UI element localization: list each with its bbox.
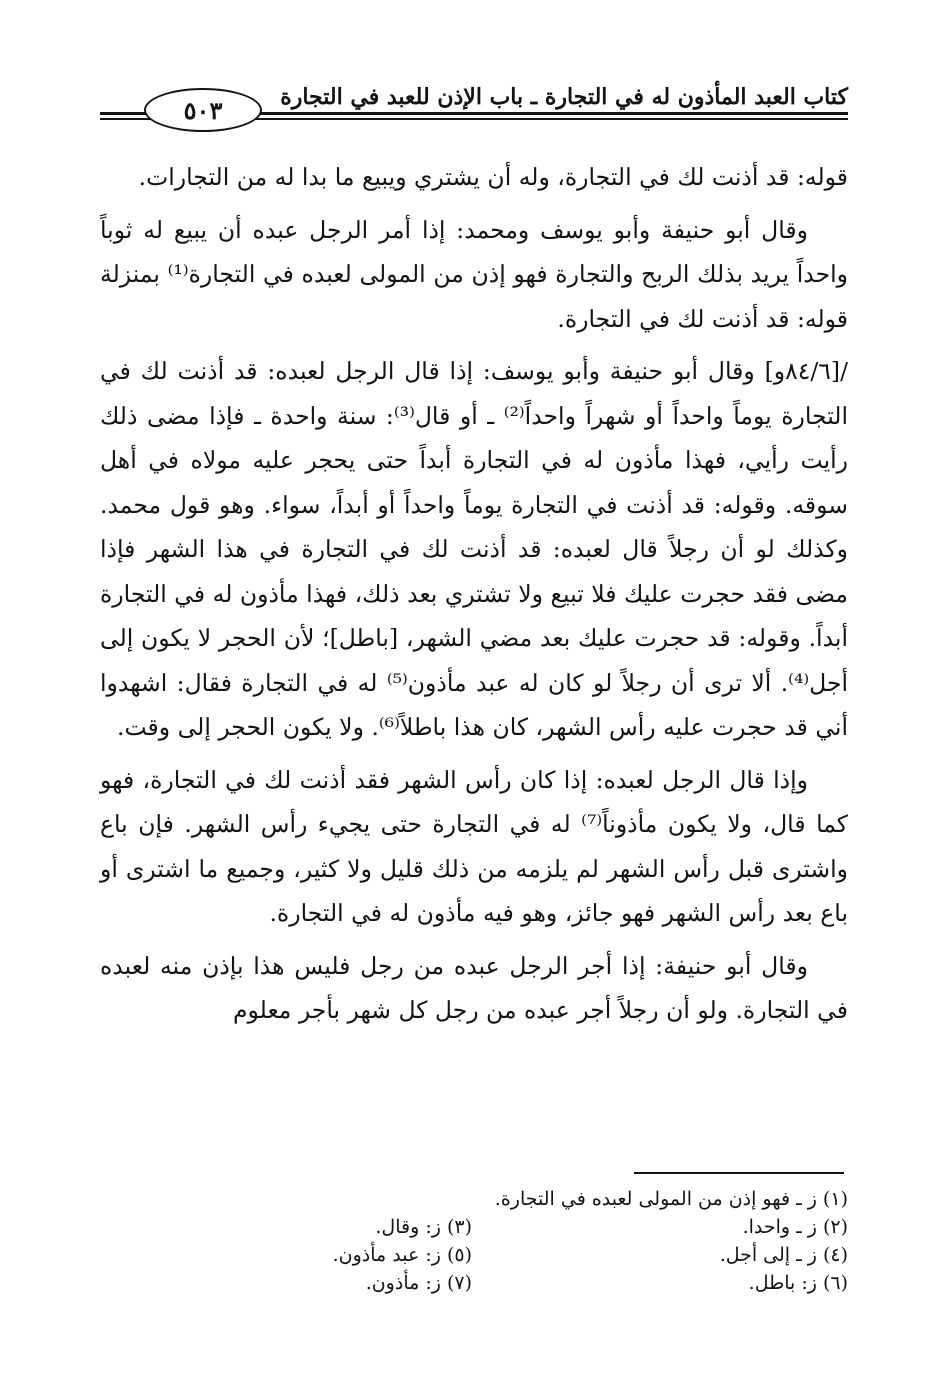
page-number: ٥٠٣ — [183, 95, 223, 125]
footnotes — [96, 1185, 848, 1297]
footnote-6: (٦) ز: باطل. — [748, 1272, 848, 1294]
footnote-7: (٧) ز: مأذون. — [365, 1272, 472, 1294]
paragraph: وقال أبو حنيفة: إذا أجر الرجل عبده من رجل فليس هذا بإذن منه لعبده في التجارة. ولو أن رجلاً أجر عبده من رجل كل شهر بأجر معلوم — [100, 951, 848, 1024]
paragraph: وقال أبو حنيفة وأبو يوسف ومحمد: إذا أمر الرجل عبده أن يبيع له ثوباً واحداً يريد بذلك الربح والتجارة فهو إذن من المولى لعبده في التجارة⁽¹⁾ بمنزلة قوله: قد أذنت لك في التجارة. — [100, 215, 849, 333]
footnote-row — [96, 1213, 848, 1241]
paragraph: وإذا قال الرجل لعبده: إذا كان رأس الشهر فقد أذنت لك في التجارة، فهو كما قال، ولا يكون مأذوناً⁽⁷⁾ له في التجارة حتى يجيء رأس الشهر. فإن باع واشترى قبل رأس الشهر لم يلزمه من ذلك قليل ولا كثير، وجميع ما اشترى أو باع بعد رأس الشهر فهو جائز، وهو فيه مأذون له في التجارة. — [100, 765, 848, 927]
page-header — [100, 82, 848, 140]
footnote-separator — [634, 1172, 844, 1174]
footnote-row — [96, 1269, 848, 1297]
footnote-4: (٤) ز ـ إلى أجل. — [719, 1244, 848, 1266]
paragraph: قوله: قد أذنت لك في التجارة، وله أن يشتري ويبيع ما بدا له من التجارات. — [138, 163, 848, 191]
footnote-row — [96, 1241, 848, 1269]
footnote-2: (٢) ز ـ واحدا. — [742, 1216, 848, 1238]
paragraph: /[٨٤/٦و] وقال أبو حنيفة وأبو يوسف: إذا قال الرجل لعبده: قد أذنت لك في التجارة يوماً واحداً أو شهراً واحداً⁽²⁾ ـ أو قال⁽³⁾: سنة واحدة ـ فإذا مضى ذلك رأيت رأيي، فهذا مأذون له في التجارة أبداً حتى يحجر عليه مولاه في أهل سوقه. وقوله: قد أذنت في التجارة يوماً واحداً أو أبداً، سواء. وهو قول محمد. وكذلك لو أن رجلاً قال لعبده: قد أذنت لك في التجارة في هذا الشهر فإذا مضى فقد حجرت عليك فلا تبيع ولا تشتري بعد ذلك، فهذا مأذون له في التجارة أبداً. وقوله: قد حجرت عليك بعد مضي الشهر، [باطل]؛ لأن الحجر لا يكون إلى أجل⁽⁴⁾. ألا ترى أن رجلاً لو كان له عبد مأذون⁽⁵⁾ له في التجارة فقال: اشهدوا أني قد حجرت عليه رأس الشهر، كان هذا باطلاً⁽⁶⁾. ولا يكون الحجر إلى وقت. — [100, 357, 849, 741]
page-number-oval — [144, 88, 262, 132]
body-text — [100, 155, 848, 1041]
running-title: كتاب العبد المأذون له في التجارة ـ باب الإذن للعبد في التجارة — [280, 84, 848, 110]
footnote-3: (٣) ز: وقال. — [375, 1216, 472, 1238]
footnote-5: (٥) ز: عبد مأذون. — [332, 1244, 472, 1266]
footnote-1: (١) ز ـ فهو إذن من المولى لعبده في التجارة. — [494, 1188, 848, 1210]
